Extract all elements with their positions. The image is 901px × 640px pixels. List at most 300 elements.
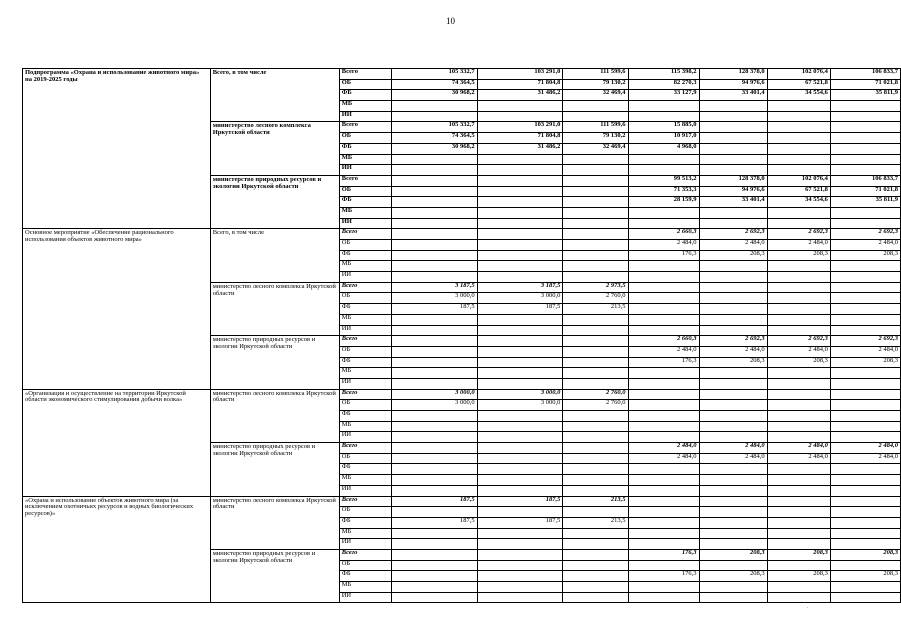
funding-source-cell: ИИ <box>339 592 391 603</box>
amount-cell <box>830 592 900 603</box>
amount-cell: 2 484,0 <box>830 240 900 251</box>
amount-cell: 74 364,5 <box>391 79 477 90</box>
amount-cell: 176,3 <box>628 571 699 582</box>
amount-cell <box>563 250 628 261</box>
amount-cell <box>767 111 830 122</box>
amount-cell <box>699 389 767 400</box>
amount-cell <box>699 528 767 539</box>
amount-cell: 176,3 <box>628 357 699 368</box>
table-row <box>23 69 901 80</box>
amount-cell: 71 021,8 <box>830 186 900 197</box>
amount-cell: 33 401,4 <box>699 90 767 101</box>
amount-cell <box>477 368 563 379</box>
amount-cell <box>477 485 563 496</box>
amount-cell: 31 486,2 <box>477 143 563 154</box>
amount-cell <box>628 282 699 293</box>
amount-cell: 2 484,0 <box>699 240 767 251</box>
amount-cell <box>767 272 830 283</box>
amount-cell <box>767 582 830 593</box>
amount-cell: 35 811,9 <box>830 197 900 208</box>
amount-cell: 111 599,6 <box>563 69 628 80</box>
amount-cell <box>391 111 477 122</box>
amount-cell <box>628 517 699 528</box>
amount-cell <box>628 421 699 432</box>
amount-cell <box>699 411 767 422</box>
amount-cell: 2 760,0 <box>563 293 628 304</box>
funding-source-cell: ОБ <box>339 133 391 144</box>
amount-cell <box>767 165 830 176</box>
amount-cell <box>699 293 767 304</box>
amount-cell <box>699 261 767 272</box>
activity-description: Подпрограмма «Охрана и использование животного мира» на 2019-2025 годы <box>23 69 211 229</box>
amount-cell <box>563 368 628 379</box>
amount-cell: 2 760,0 <box>563 400 628 411</box>
amount-cell <box>391 197 477 208</box>
budget-table <box>22 68 901 603</box>
amount-cell <box>830 154 900 165</box>
executor-cell: министерство лесного комплекса Иркутской области <box>210 389 339 442</box>
amount-cell: 28 159,9 <box>628 197 699 208</box>
amount-cell: 35 811,9 <box>830 90 900 101</box>
amount-cell <box>699 218 767 229</box>
amount-cell <box>830 539 900 550</box>
funding-source-cell: ФБ <box>339 517 391 528</box>
amount-cell <box>767 485 830 496</box>
amount-cell: 30 968,2 <box>391 143 477 154</box>
amount-cell <box>767 261 830 272</box>
funding-source-cell: ИИ <box>339 485 391 496</box>
amount-cell: 2 484,0 <box>699 443 767 454</box>
amount-cell: 71 804,8 <box>477 133 563 144</box>
amount-cell <box>477 421 563 432</box>
executor-cell: министерство лесного комплекса Иркутской области <box>210 122 339 175</box>
amount-cell <box>830 389 900 400</box>
amount-cell: 187,5 <box>391 517 477 528</box>
amount-cell: 208,3 <box>699 250 767 261</box>
amount-cell <box>628 496 699 507</box>
amount-cell: 208,3 <box>767 250 830 261</box>
amount-cell: 2 692,3 <box>830 229 900 240</box>
amount-cell <box>563 314 628 325</box>
amount-cell: 106 833,7 <box>830 175 900 186</box>
amount-cell <box>477 549 563 560</box>
amount-cell <box>628 304 699 315</box>
amount-cell: 2 692,3 <box>699 336 767 347</box>
amount-cell <box>477 250 563 261</box>
amount-cell <box>767 592 830 603</box>
amount-cell <box>628 411 699 422</box>
amount-cell <box>477 539 563 550</box>
amount-cell <box>830 133 900 144</box>
funding-source-cell: МБ <box>339 207 391 218</box>
amount-cell: 128 378,0 <box>699 69 767 80</box>
amount-cell <box>477 165 563 176</box>
funding-source-cell: ОБ <box>339 186 391 197</box>
amount-cell <box>477 314 563 325</box>
amount-cell <box>628 539 699 550</box>
amount-cell <box>628 560 699 571</box>
amount-cell <box>767 378 830 389</box>
amount-cell <box>391 175 477 186</box>
amount-cell <box>391 528 477 539</box>
amount-cell <box>563 421 628 432</box>
amount-cell <box>830 218 900 229</box>
amount-cell <box>699 464 767 475</box>
amount-cell <box>391 154 477 165</box>
amount-cell <box>391 421 477 432</box>
amount-cell <box>830 411 900 422</box>
amount-cell <box>767 368 830 379</box>
funding-source-cell: ОБ <box>339 293 391 304</box>
amount-cell <box>628 592 699 603</box>
amount-cell <box>477 346 563 357</box>
funding-source-cell: ИИ <box>339 165 391 176</box>
amount-cell <box>391 560 477 571</box>
amount-cell: 208,3 <box>767 571 830 582</box>
amount-cell <box>563 218 628 229</box>
amount-cell <box>628 432 699 443</box>
amount-cell <box>628 272 699 283</box>
funding-source-cell: ФБ <box>339 571 391 582</box>
amount-cell: 10 917,0 <box>628 133 699 144</box>
amount-cell: 102 076,4 <box>767 69 830 80</box>
funding-source-cell: МБ <box>339 582 391 593</box>
amount-cell <box>391 485 477 496</box>
amount-cell <box>477 218 563 229</box>
amount-cell: 208,3 <box>699 549 767 560</box>
amount-cell: 32 469,4 <box>563 143 628 154</box>
amount-cell: 32 469,4 <box>563 90 628 101</box>
amount-cell <box>391 539 477 550</box>
amount-cell <box>477 475 563 486</box>
amount-cell <box>563 571 628 582</box>
amount-cell <box>699 282 767 293</box>
funding-source-cell: ФБ <box>339 250 391 261</box>
page-number: 10 <box>446 16 455 26</box>
funding-source-cell: МБ <box>339 421 391 432</box>
executor-cell: Всего, в том числе <box>210 229 339 282</box>
amount-cell <box>699 325 767 336</box>
amount-cell: 106 833,7 <box>830 69 900 80</box>
amount-cell <box>767 154 830 165</box>
amount-cell <box>628 582 699 593</box>
amount-cell <box>391 464 477 475</box>
amount-cell <box>830 507 900 518</box>
amount-cell <box>767 421 830 432</box>
amount-cell <box>830 368 900 379</box>
amount-cell <box>830 400 900 411</box>
funding-source-cell: ИИ <box>339 378 391 389</box>
amount-cell: 2 484,0 <box>830 453 900 464</box>
amount-cell <box>391 336 477 347</box>
amount-cell <box>767 411 830 422</box>
amount-cell <box>563 165 628 176</box>
amount-cell <box>563 539 628 550</box>
funding-source-cell: Всего <box>339 229 391 240</box>
amount-cell: 30 968,2 <box>391 90 477 101</box>
amount-cell <box>563 453 628 464</box>
amount-cell: 2 692,3 <box>767 229 830 240</box>
amount-cell <box>830 314 900 325</box>
funding-source-cell: ОБ <box>339 453 391 464</box>
amount-cell <box>391 346 477 357</box>
activity-description: «Охрана и использование объектов животного мира (за исключением охотничьих ресурсов и водных биологических ресурсов)» <box>23 496 211 603</box>
funding-source-cell: ИИ <box>339 432 391 443</box>
amount-cell <box>391 207 477 218</box>
amount-cell: 71 021,8 <box>830 79 900 90</box>
amount-cell <box>699 378 767 389</box>
amount-cell <box>767 560 830 571</box>
amount-cell: 208,3 <box>767 357 830 368</box>
amount-cell <box>699 101 767 112</box>
table-row <box>23 496 901 507</box>
amount-cell <box>563 411 628 422</box>
amount-cell: 115 398,2 <box>628 69 699 80</box>
funding-source-cell: ФБ <box>339 411 391 422</box>
amount-cell <box>391 261 477 272</box>
funding-source-cell: МБ <box>339 314 391 325</box>
amount-cell: 128 378,0 <box>699 175 767 186</box>
funding-source-cell: ОБ <box>339 400 391 411</box>
amount-cell: 2 484,0 <box>699 346 767 357</box>
amount-cell <box>628 111 699 122</box>
amount-cell <box>477 560 563 571</box>
amount-cell <box>477 175 563 186</box>
amount-cell <box>563 154 628 165</box>
amount-cell: 15 885,0 <box>628 122 699 133</box>
amount-cell <box>699 111 767 122</box>
amount-cell <box>563 378 628 389</box>
amount-cell <box>391 218 477 229</box>
amount-cell <box>628 218 699 229</box>
amount-cell: 2 660,3 <box>628 336 699 347</box>
amount-cell <box>699 207 767 218</box>
amount-cell <box>563 346 628 357</box>
amount-cell <box>477 453 563 464</box>
funding-source-cell: ФБ <box>339 143 391 154</box>
funding-source-cell: Всего <box>339 549 391 560</box>
amount-cell <box>767 528 830 539</box>
amount-cell <box>563 560 628 571</box>
amount-cell <box>477 582 563 593</box>
amount-cell: 2 484,0 <box>767 240 830 251</box>
funding-source-cell: Всего <box>339 282 391 293</box>
amount-cell: 3 000,0 <box>391 389 477 400</box>
amount-cell <box>563 186 628 197</box>
executor-cell: Всего, в том числе <box>210 69 339 122</box>
amount-cell <box>830 293 900 304</box>
amount-cell: 2 484,0 <box>830 346 900 357</box>
amount-cell: 187,5 <box>391 496 477 507</box>
amount-cell <box>391 507 477 518</box>
funding-source-cell: ОБ <box>339 240 391 251</box>
amount-cell <box>391 240 477 251</box>
amount-cell: 176,3 <box>628 250 699 261</box>
amount-cell <box>699 122 767 133</box>
funding-source-cell: МБ <box>339 261 391 272</box>
amount-cell <box>628 101 699 112</box>
executor-cell: министерство природных ресурсов и экологии Иркутской области <box>210 549 339 602</box>
funding-source-cell: ОБ <box>339 507 391 518</box>
amount-cell <box>477 207 563 218</box>
amount-cell: 3 000,0 <box>477 293 563 304</box>
amount-cell <box>699 272 767 283</box>
amount-cell <box>391 592 477 603</box>
amount-cell <box>830 517 900 528</box>
amount-cell <box>477 325 563 336</box>
amount-cell: 2 760,0 <box>563 389 628 400</box>
amount-cell <box>699 485 767 496</box>
activity-description: Основное мероприятие «Обеспечение рационального использования объектов животного мира» <box>23 229 211 389</box>
amount-cell <box>391 165 477 176</box>
amount-cell <box>563 197 628 208</box>
amount-cell: 3 187,5 <box>477 282 563 293</box>
amount-cell <box>563 485 628 496</box>
amount-cell <box>477 240 563 251</box>
amount-cell <box>699 143 767 154</box>
amount-cell <box>391 272 477 283</box>
amount-cell: 2 660,3 <box>628 229 699 240</box>
executor-cell: министерство природных ресурсов и экологии Иркутской области <box>210 443 339 496</box>
amount-cell <box>628 485 699 496</box>
amount-cell: 33 401,4 <box>699 197 767 208</box>
amount-cell <box>830 485 900 496</box>
amount-cell: 67 521,8 <box>767 186 830 197</box>
amount-cell <box>767 539 830 550</box>
amount-cell <box>767 517 830 528</box>
amount-cell <box>628 389 699 400</box>
amount-cell <box>563 582 628 593</box>
executor-cell: министерство природных ресурсов и экологии Иркутской области <box>210 336 339 389</box>
amount-cell <box>391 411 477 422</box>
amount-cell <box>699 517 767 528</box>
amount-cell <box>628 314 699 325</box>
amount-cell <box>830 464 900 475</box>
amount-cell <box>830 122 900 133</box>
amount-cell <box>563 432 628 443</box>
funding-source-cell: ИИ <box>339 218 391 229</box>
amount-cell <box>563 240 628 251</box>
amount-cell <box>699 432 767 443</box>
executor-cell: министерство лесного комплекса Иркутской области <box>210 282 339 335</box>
funding-source-cell: МБ <box>339 528 391 539</box>
amount-cell <box>563 325 628 336</box>
amount-cell <box>767 464 830 475</box>
amount-cell: 208,3 <box>699 357 767 368</box>
amount-cell: 2 692,3 <box>767 336 830 347</box>
amount-cell <box>767 218 830 229</box>
executor-cell: министерство природных ресурсов и экологии Иркутской области <box>210 175 339 228</box>
amount-cell <box>628 154 699 165</box>
amount-cell <box>699 368 767 379</box>
amount-cell <box>767 389 830 400</box>
amount-cell <box>477 411 563 422</box>
amount-cell <box>767 101 830 112</box>
amount-cell: 3 000,0 <box>391 293 477 304</box>
amount-cell <box>477 186 563 197</box>
amount-cell <box>563 101 628 112</box>
funding-source-cell: ИИ <box>339 539 391 550</box>
amount-cell <box>477 197 563 208</box>
amount-cell: 71 804,8 <box>477 79 563 90</box>
amount-cell <box>699 560 767 571</box>
amount-cell: 99 513,2 <box>628 175 699 186</box>
amount-cell <box>563 272 628 283</box>
amount-cell <box>391 250 477 261</box>
funding-source-cell: ОБ <box>339 79 391 90</box>
amount-cell <box>563 549 628 560</box>
amount-cell: 111 599,6 <box>563 122 628 133</box>
funding-source-cell: ФБ <box>339 464 391 475</box>
funding-source-cell: МБ <box>339 475 391 486</box>
amount-cell: 74 364,5 <box>391 133 477 144</box>
amount-cell <box>477 378 563 389</box>
amount-cell <box>767 314 830 325</box>
funding-source-cell: МБ <box>339 154 391 165</box>
amount-cell <box>767 143 830 154</box>
amount-cell <box>830 111 900 122</box>
amount-cell <box>391 368 477 379</box>
scan-mark: · <box>806 604 809 612</box>
funding-source-cell: Всего <box>339 69 391 80</box>
amount-cell <box>699 507 767 518</box>
amount-cell <box>563 475 628 486</box>
amount-cell: 2 484,0 <box>767 453 830 464</box>
amount-cell <box>699 314 767 325</box>
funding-source-cell: ФБ <box>339 304 391 315</box>
amount-cell <box>830 165 900 176</box>
amount-cell <box>477 592 563 603</box>
amount-cell: 208,3 <box>830 571 900 582</box>
amount-cell <box>767 325 830 336</box>
executor-cell: министерство лесного комплекса Иркутской области <box>210 496 339 549</box>
amount-cell: 187,5 <box>477 517 563 528</box>
table-row <box>23 229 901 240</box>
amount-cell <box>699 165 767 176</box>
amount-cell: 213,5 <box>563 496 628 507</box>
amount-cell <box>477 101 563 112</box>
amount-cell <box>391 378 477 389</box>
amount-cell <box>391 229 477 240</box>
funding-source-cell: ИИ <box>339 111 391 122</box>
amount-cell <box>830 304 900 315</box>
amount-cell: 208,3 <box>767 549 830 560</box>
amount-cell <box>391 314 477 325</box>
amount-cell: 82 270,3 <box>628 79 699 90</box>
amount-cell: 3 187,5 <box>391 282 477 293</box>
amount-cell <box>628 378 699 389</box>
amount-cell <box>830 421 900 432</box>
amount-cell <box>628 207 699 218</box>
amount-cell <box>767 496 830 507</box>
amount-cell <box>830 282 900 293</box>
amount-cell: 213,5 <box>563 304 628 315</box>
funding-source-cell: ФБ <box>339 197 391 208</box>
amount-cell <box>628 528 699 539</box>
amount-cell <box>830 496 900 507</box>
amount-cell <box>830 143 900 154</box>
amount-cell <box>699 421 767 432</box>
amount-cell <box>830 272 900 283</box>
amount-cell <box>830 101 900 112</box>
amount-cell: 187,5 <box>391 304 477 315</box>
amount-cell <box>767 207 830 218</box>
amount-cell <box>628 475 699 486</box>
activity-description: «Организация и осуществление на территории Иркутской области экономического стимулирования добычи волка» <box>23 389 211 496</box>
amount-cell <box>477 464 563 475</box>
amount-cell <box>477 261 563 272</box>
amount-cell: 2 484,0 <box>628 443 699 454</box>
